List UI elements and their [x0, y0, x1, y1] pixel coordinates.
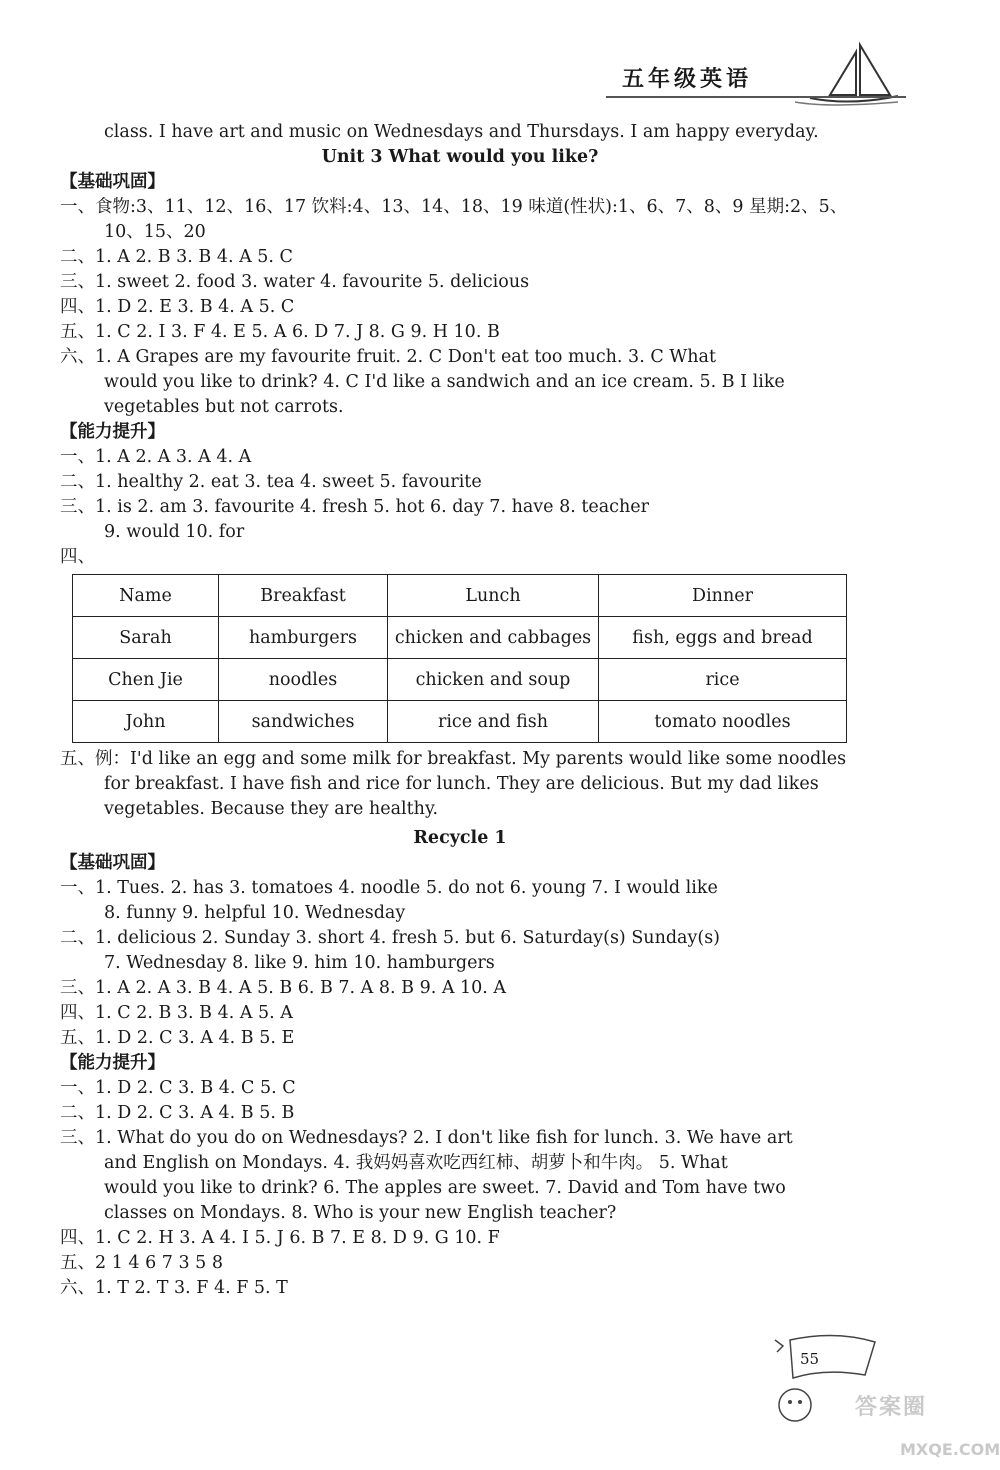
answer-line: 五、1. D 2. C 3. A 4. B 5. E	[60, 1028, 295, 1048]
table-cell: rice and fish	[388, 701, 599, 743]
table-cell: noodles	[219, 659, 388, 701]
answer-line: would you like to drink? 4. C I'd like a sandwich and an ice cream. 5. B I like	[104, 372, 785, 392]
section-heading: 【基础巩固】	[60, 853, 165, 873]
table-cell: sandwiches	[219, 701, 388, 743]
page-number: 55	[800, 1350, 820, 1368]
table-header-cell: Breakfast	[219, 575, 388, 617]
table-cell: chicken and cabbages	[388, 617, 599, 659]
answer-line: 二、1. healthy 2. eat 3. tea 4. sweet 5. favourite	[60, 472, 482, 492]
answer-line: classes on Mondays. 8. Who is your new English teacher?	[104, 1203, 617, 1223]
table-cell: Sarah	[73, 617, 219, 659]
answer-line: 四、1. C 2. B 3. B 4. A 5. A	[60, 1003, 293, 1023]
answer-line: vegetables but not carrots.	[104, 397, 344, 417]
answer-line: 五、例：I'd like an egg and some milk for breakfast. My parents would like some noodles	[60, 749, 847, 769]
answer-line: 四、	[60, 547, 95, 567]
table-header-cell: Name	[73, 575, 219, 617]
section-heading: 【基础巩固】	[60, 172, 165, 192]
text-line: class. I have art and music on Wednesdays and Thursdays. I am happy everyday.	[104, 122, 819, 142]
recycle-title: Recycle 1	[413, 828, 507, 848]
answer-line: 四、1. D 2. E 3. B 4. A 5. C	[60, 297, 295, 317]
section-heading: 【能力提升】	[60, 1053, 165, 1073]
table-row	[73, 659, 847, 701]
answer-line: 六、1. A Grapes are my favourite fruit. 2. C Don't eat too much. 3. C What	[60, 347, 716, 367]
watermark-logo: 答案圈	[855, 1395, 928, 1420]
answer-line: 三、1. A 2. A 3. B 4. A 5. B 6. B 7. A 8. B 9. A 10. A	[60, 978, 507, 998]
answer-line: 三、1. sweet 2. food 3. water 4. favourite 5. delicious	[60, 272, 530, 292]
answer-line: 一、1. Tues. 2. has 3. tomatoes 4. noodle 5. do not 6. young 7. I would like	[60, 878, 718, 898]
table-cell: chicken and soup	[388, 659, 599, 701]
table-row	[73, 701, 847, 743]
answer-line: 五、1. C 2. I 3. F 4. E 5. A 6. D 7. J 8. G 9. H 10. B	[60, 322, 500, 342]
answer-line: 一、1. A 2. A 3. A 4. A	[60, 447, 252, 467]
answer-line: 三、1. is 2. am 3. favourite 4. fresh 5. hot 6. day 7. have 8. teacher	[60, 497, 649, 517]
table-header-row	[73, 575, 847, 617]
answer-line: vegetables. Because they are healthy.	[104, 799, 439, 819]
answer-line: 9. would 10. for	[104, 522, 245, 542]
table-cell: tomato noodles	[599, 701, 847, 743]
unit3-title: Unit 3 What would you like?	[321, 147, 599, 167]
answer-line: 四、1. C 2. H 3. A 4. I 5. J 6. B 7. E 8. D 9. G 10. F	[60, 1228, 500, 1248]
answer-line: 7. Wednesday 8. like 9. him 10. hamburgers	[104, 953, 495, 973]
answer-content	[60, 120, 860, 1301]
header-divider	[606, 96, 906, 98]
answer-line: would you like to drink? 6. The apples are sweet. 7. David and Tom have two	[104, 1178, 786, 1198]
answer-line: 五、2 1 4 6 7 3 5 8	[60, 1253, 224, 1273]
answer-line: 8. funny 9. helpful 10. Wednesday	[104, 903, 406, 923]
answer-line: 二、1. delicious 2. Sunday 3. short 4. fresh 5. but 6. Saturday(s) Sunday(s)	[60, 928, 721, 948]
table-cell: rice	[599, 659, 847, 701]
answer-line: 三、1. What do you do on Wednesdays? 2. I don't like fish for lunch. 3. We have art	[60, 1128, 793, 1148]
meal-table	[72, 574, 847, 743]
table-row	[73, 617, 847, 659]
answer-line: 一、食物:3、11、12、16、17 饮料:4、13、14、18、19 味道(性状):1、6、7、8、9 星期:2、5、	[60, 197, 848, 217]
table-header-cell: Lunch	[388, 575, 599, 617]
answer-line: 六、1. T 2. T 3. F 4. F 5. T	[60, 1278, 288, 1298]
sailboat-decoration-icon	[790, 40, 900, 110]
answer-line: 二、1. A 2. B 3. B 4. A 5. C	[60, 247, 293, 267]
table-cell: fish, eggs and bread	[599, 617, 847, 659]
answer-line: for breakfast. I have fish and rice for lunch. They are delicious. But my dad likes	[104, 774, 819, 794]
answer-line: 二、1. D 2. C 3. A 4. B 5. B	[60, 1103, 295, 1123]
table-cell: John	[73, 701, 219, 743]
watermark-url: MXQE.COM	[900, 1440, 1000, 1459]
table-header-cell: Dinner	[599, 575, 847, 617]
answer-line: 10、15、20	[104, 222, 206, 242]
answer-line: 一、1. D 2. C 3. B 4. C 5. C	[60, 1078, 296, 1098]
section-heading: 【能力提升】	[60, 422, 165, 442]
answer-line: and English on Mondays. 4. 我妈妈喜欢吃西红柿、胡萝卜和牛肉。 5. What	[104, 1153, 728, 1173]
book-title: 五年级英语	[622, 67, 753, 92]
table-cell: Chen Jie	[73, 659, 219, 701]
table-cell: hamburgers	[219, 617, 388, 659]
